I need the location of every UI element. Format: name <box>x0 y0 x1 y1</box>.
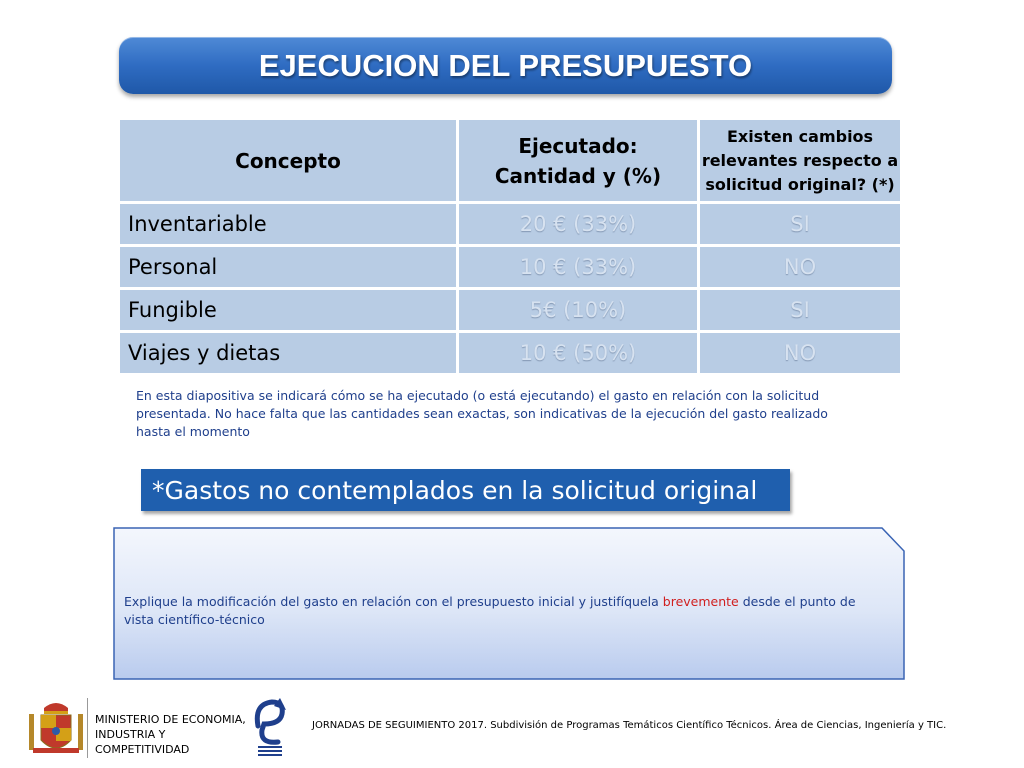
row-changes: NO <box>700 333 900 373</box>
slide-title: EJECUCION DEL PRESUPUESTO <box>258 47 753 83</box>
table-row <box>120 247 900 287</box>
callout-text: *Gastos no contemplados en la solicitud original <box>152 475 758 505</box>
table-header-row <box>120 120 900 201</box>
agency-logo-icon <box>250 696 290 762</box>
ministry-line1: MINISTERIO DE ECONOMIA, <box>95 713 246 726</box>
row-concept: Personal <box>120 247 456 287</box>
explanation-highlight: brevemente <box>662 594 739 609</box>
row-concept: Viajes y dietas <box>120 333 456 373</box>
table-row <box>120 333 900 373</box>
header-executed-line2: Cantidad y (%) <box>494 163 662 188</box>
coat-of-arms-icon <box>27 698 85 760</box>
row-changes: NO <box>700 247 900 287</box>
explanation-text-end: desde el punto de vista científico-técnico <box>124 594 856 627</box>
row-concept: Inventariable <box>120 204 456 244</box>
header-executed-line1: Ejecutado: <box>518 133 638 158</box>
ministry-line2: INDUSTRIA Y <box>95 728 166 741</box>
ministry-line3: COMPETITIVIDAD <box>95 743 190 756</box>
row-executed: 10 € (33%) <box>459 247 697 287</box>
row-executed: 5€ (10%) <box>459 290 697 330</box>
footer-event-text: JORNADAS DE SEGUIMIENTO 2017. Subdivisión de Programas Temáticos Científico Técnicos. Área de Ciencias, Ingeniería y TIC. <box>312 720 947 731</box>
slide-title-bar <box>119 37 892 94</box>
row-concept: Fungible <box>120 290 456 330</box>
instruction-note: En esta diapositiva se indicará cómo se ha ejecutado (o está ejecutando) el gasto en relación con la solicitud presentada. No hace falta que las cantidades sean exactas, son indicativas de la ejecución del gasto realizado hasta el momento <box>136 388 828 439</box>
budget-table <box>117 117 903 376</box>
row-changes: SI <box>700 204 900 244</box>
explanation-box[interactable] <box>113 527 905 680</box>
ministry-name <box>95 712 246 757</box>
row-executed: 10 € (50%) <box>459 333 697 373</box>
table-row <box>120 204 900 244</box>
header-changes: Existen cambios relevantes respecto a solicitud original? (*) <box>700 120 900 201</box>
footer-divider <box>87 698 88 758</box>
explanation-text <box>124 593 864 629</box>
explanation-text-start: Explique la modificación del gasto en relación con el presupuesto inicial y justifíquela <box>124 594 663 609</box>
header-executed <box>459 120 697 201</box>
row-changes: SI <box>700 290 900 330</box>
table-row <box>120 290 900 330</box>
header-concept: Concepto <box>120 120 456 201</box>
row-executed: 20 € (33%) <box>459 204 697 244</box>
callout-banner <box>141 469 790 511</box>
